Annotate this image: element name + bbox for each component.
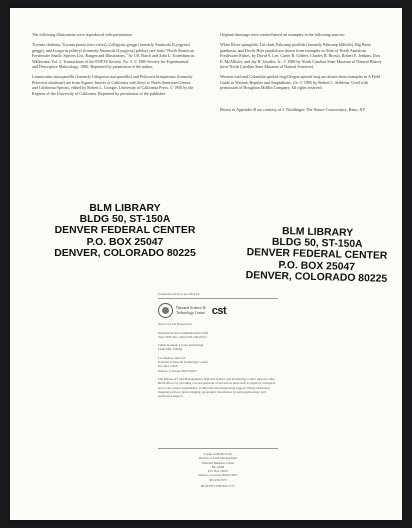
- copies-available: [158, 448, 278, 488]
- nstc-logo: [158, 303, 278, 318]
- divider: [158, 298, 278, 299]
- stamp-line: DENVER FEDERAL CENTER: [54, 225, 196, 237]
- left-column: [32, 32, 194, 101]
- library-stamp-left: [40, 203, 210, 259]
- stamp-line: DENVER FEDERAL CENTER: [246, 247, 388, 263]
- right-fishes-credit: White River springfish, Tui chub, Pahrump poolfish (formerly Pahrump killifish), Big Bend gambusia, and Devils Hole pupfish are drawn from examples in Atlas of North American Freshwater Fishes, by David S. Lee, Carter R. Gilbert, Charles H. Hocutt, Robert E. Jenkins, Don E. McAllister, and Jay R. Stauffer, Jr., © 1980 by North Carolina State Museum of Natural History (now North Carolina State Museum of Natural Sciences).: [220, 42, 382, 70]
- info-staff: Information and Communications Staff Terry D'Erchia, Chief (303-236-6547): [158, 330, 209, 339]
- center-name-line: Technology Center: [176, 310, 205, 315]
- nstc-description: The Bureau of Land Management's National Science and Technology Center supports other BLM offices by providing a broad spectrum of services in areas such as physical, biological, and social science assessments; architecture and engineering support; library assistance; mapping services; photo imaging; geographic information systems applications; and publication support.: [158, 376, 277, 399]
- center-name: [176, 306, 206, 315]
- stamp-line: P.O. BOX 25047: [86, 236, 164, 248]
- stamp-line: BLDG 50, ST-150A: [271, 237, 363, 251]
- stamp-line: BLDG 50, ST-150A: [79, 214, 171, 226]
- production-heading: Production services provided by:: [158, 292, 201, 296]
- right-intro: Original drawings were created based on examples in the following sources:: [220, 32, 346, 37]
- right-photos-credit: Photos in Appendix B are courtesy of J. Nachlinger, The Nature Conservancy, Reno, NV.: [220, 106, 366, 112]
- left-intro: The following illustrations were reproduced with permission:: [32, 32, 133, 37]
- director-address: Lee Barkow, Director National Science & Technology Center P.O. Box 25047 Denver, Colorado 80225-0047: [158, 355, 208, 373]
- left-insects-credit: Limnocottus macquerellii (formerly Gilogerius macquerellii) and Pelocoris biimpressus (formerly Pelocoris shoshone) are from Aquatic Insects of California with Keys to North American Genera and California Species, edited by Robert L. Usinger, University of California Press, © 1956 by the Regents of the University of California. Reprinted by permission of the publisher.: [32, 74, 194, 96]
- library-stamp-right: [231, 225, 402, 285]
- publication-code: BLM/ST/ST-98/004+1737: [201, 484, 235, 489]
- right-amphibians-credit: Western toad and Columbia spotted frog/Oregon spotted frog are drawn from examples in A Field Guide to Western Reptiles and Amphibians, 2/e, © 1985 by Robert C. Stebbins. Used with permission of Houghton Mifflin Company. All rights reserved.: [220, 74, 381, 91]
- stamp-line: P.O. BOX 25047: [278, 259, 356, 273]
- bureau-line: Bureau of Land Management: [158, 322, 192, 327]
- layout-credit: Janine Koselak, Layout and Design Linda Hill, Editing: [158, 343, 204, 352]
- left-snails-credit: Tryonia clathrata, Tryonia protea (two views), Colligyrus greggi (formerly Amnicola [Lyogyrus] greggi), and Lyogyrus pilsbryi (formerly Amnicola [Lyogyrus] pilsbryi) are from "North American Freshwater Snails: Species List, Ranges and Illustrations," by J.B. Burch and John L. Tottenham in Walkerana, Vol. 1, Transactions of the POETS Society, No. 3. © 1980 Society for Experimental and Descriptive Malacology, 1980. Reprinted by permission of the author.: [32, 42, 194, 70]
- stamp-line: DENVER, COLORADO 80225: [245, 269, 388, 285]
- center-name-line: National Science &: [176, 306, 206, 311]
- divider: [158, 448, 278, 449]
- production-credits: [158, 292, 278, 402]
- stamp-line: BLM LIBRARY: [89, 203, 161, 214]
- copies-address: Copies available from: Bureau of Land Management National Business Center BC-650B P.O. Box 25047 Denver, Colorado 80225-0047 303-236-7637: [198, 452, 238, 482]
- blm-seal-icon: [158, 303, 173, 318]
- cst-logo-mark: cst: [211, 304, 227, 317]
- stamp-line: DENVER, COLORADO 80225: [54, 247, 196, 259]
- right-column: [220, 32, 382, 117]
- stamp-line: BLM LIBRARY: [281, 226, 354, 239]
- document-page: [10, 8, 402, 520]
